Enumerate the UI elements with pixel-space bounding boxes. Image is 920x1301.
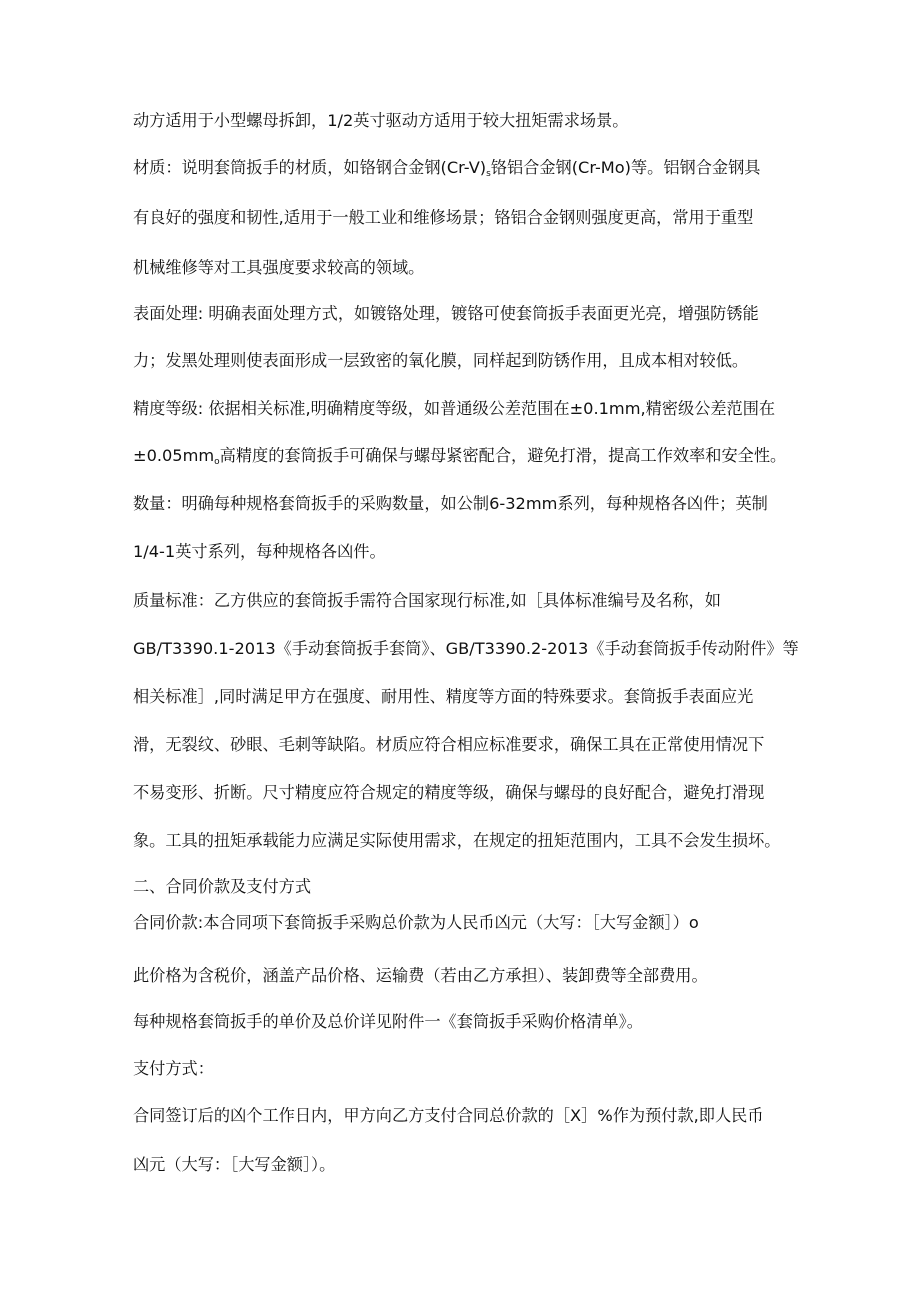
- text-line: 1/4-1英寸系列，每种规格各凶件。: [133, 542, 386, 561]
- text-line: 滑，无裂纹、砂眼、毛刺等缺陷。材质应符合相应标准要求，确保工具在正常使用情况下: [133, 735, 765, 754]
- text-span: 铬铝合金钢(Cr-Mo)等。铝钢合金钢具: [490, 158, 761, 177]
- text-line: 精度等级: 依据相关标准,明确精度等级，如普通级公差范围在±0.1mm,精密级公差范围在: [133, 399, 776, 418]
- text-line: 相关标准］,同时满足甲方在强度、耐用性、精度等方面的特殊要求。套筒扳手表面应光: [133, 687, 754, 706]
- text-line: 凶元（大写：［大写金额］）。: [133, 1155, 336, 1174]
- text-line: 表面处理: 明确表面处理方式，如镀铬处理，镀铬可使套筒扳手表面更光亮，增强防锈能: [133, 304, 759, 323]
- text-line: 不易变形、折断。尺寸精度应符合规定的精度等级，确保与螺母的良好配合，避免打滑现: [133, 783, 765, 802]
- text-line: 支付方式：: [133, 1059, 214, 1078]
- precision-line: [133, 445, 786, 473]
- text-span: ±0.05mm: [133, 446, 215, 465]
- material-line: [133, 157, 761, 185]
- subscript-text: s: [486, 169, 491, 179]
- text-line: GB/T3390.1-2013《手动套筒扳手套筒》、GB/T3390.2-2013《手动套筒扳手传动附件》等: [133, 639, 799, 658]
- text-line: 有良好的强度和韧性,适用于一般工业和维修场景；铬铝合金钢则强度更高，常用于重型: [133, 208, 754, 227]
- text-line: 质量标准：乙方供应的套筒扳手需符合国家现行标准,如［具体标准编号及名称，如: [133, 591, 721, 610]
- text-line: 力；发黑处理则使表面形成一层致密的氧化膜，同样起到防锈作用，且成本相对较低。: [133, 351, 749, 370]
- text-line: 合同价款:本合同项下套筒扳手采购总价款为人民币凶元（大写：［大写金额］）o: [133, 913, 699, 932]
- text-span: 高精度的套筒扳手可确保与螺母紧密配合，避免打滑，提高工作效率和安全性。: [219, 446, 787, 465]
- text-line: 象。工具的扭矩承载能力应满足实际使用需求，在规定的扭矩范围内，工具不会发生损坏。: [133, 831, 781, 850]
- subscript-text: o: [214, 457, 220, 467]
- section-heading: 二、合同价款及支付方式: [133, 877, 312, 896]
- text-span: 材质：说明套筒扳手的材质，如铬钢合金钢(Cr-V): [133, 158, 487, 177]
- text-line: 机械维修等对工具强度要求较高的领域。: [133, 258, 425, 277]
- text-line: 动方适用于小型螺母拆卸，1/2英寸驱动方适用于较大扭矩需求场景。: [133, 111, 629, 130]
- text-line: 此价格为含税价，涵盖产品价格、运输费（若由乙方承担）、装卸费等全部费用。: [133, 966, 708, 985]
- text-line: 合同签订后的凶个工作日内，甲方向乙方支付合同总价款的［X］%作为预付款,即人民币: [133, 1106, 764, 1125]
- text-line: 数量：明确每种规格套筒扳手的采购数量，如公制6-32mm系列，每种规格各凶件；英制: [133, 494, 768, 513]
- text-line: 每种规格套筒扳手的单价及总价详见附件一《套筒扳手采购价格清单》。: [133, 1012, 643, 1031]
